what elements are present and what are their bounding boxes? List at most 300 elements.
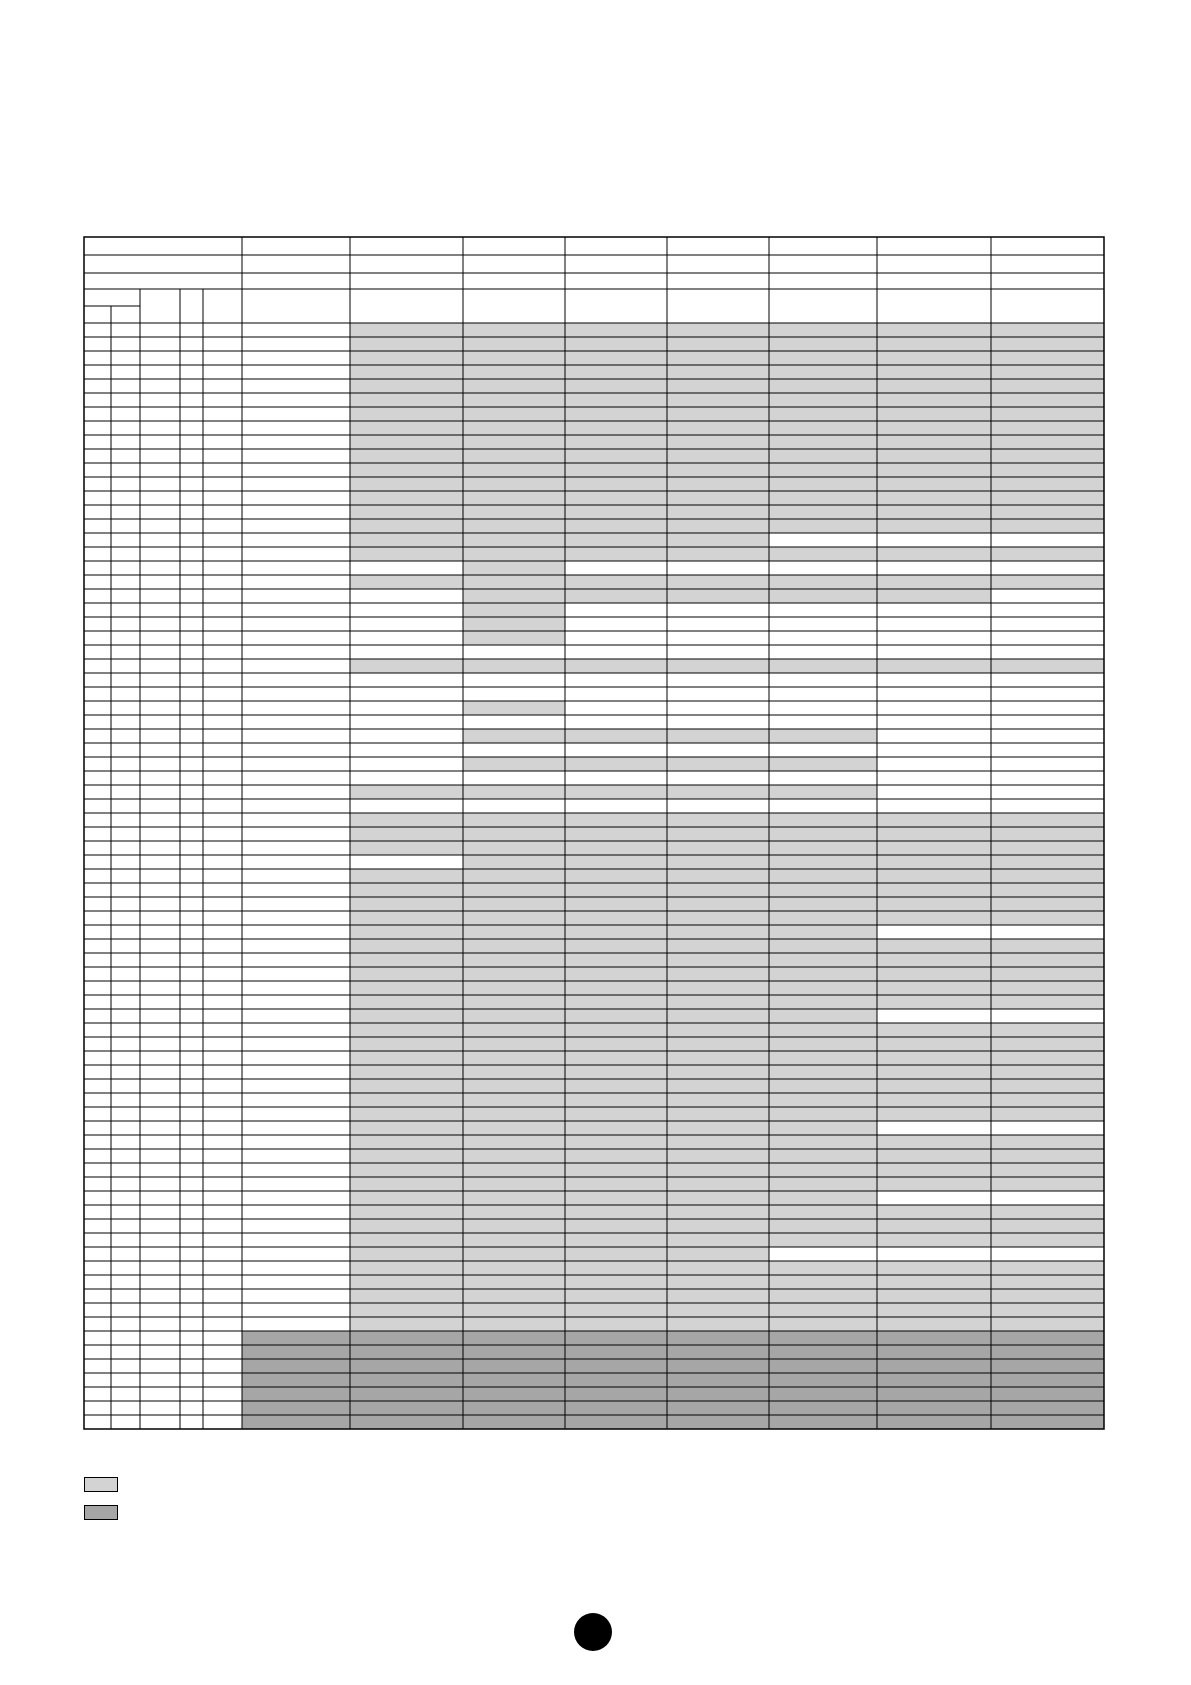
shaded-cell — [350, 379, 463, 393]
shaded-cell — [769, 1149, 877, 1163]
shaded-cell — [877, 463, 991, 477]
shaded-cell — [667, 533, 769, 547]
legend-swatch-light-gray — [84, 1477, 118, 1492]
shaded-cell — [877, 323, 991, 337]
shaded-cell — [565, 939, 667, 953]
shaded-cell — [667, 995, 769, 1009]
shaded-cell — [463, 995, 565, 1009]
shaded-cell — [991, 547, 1104, 561]
shaded-cell — [463, 1135, 565, 1149]
shaded-cell — [667, 589, 769, 603]
shaded-cell — [463, 701, 565, 715]
shaded-cell — [463, 561, 565, 575]
shaded-cell — [565, 351, 667, 365]
shaded-cell — [877, 1219, 991, 1233]
shaded-cell — [565, 1247, 667, 1261]
shaded-cell — [769, 1219, 877, 1233]
shaded-cell — [769, 1037, 877, 1051]
shaded-cell — [769, 1191, 877, 1205]
shaded-cell — [565, 911, 667, 925]
shaded-cell — [350, 995, 463, 1009]
shaded-cell — [667, 393, 769, 407]
shaded-cell — [769, 323, 877, 337]
shaded-cell — [463, 1247, 565, 1261]
shaded-cell — [877, 897, 991, 911]
shaded-cell — [667, 337, 769, 351]
shaded-cell — [350, 1205, 463, 1219]
shaded-cell — [667, 1205, 769, 1219]
shaded-cell — [769, 1079, 877, 1093]
shaded-cell — [565, 337, 667, 351]
shaded-cell — [877, 1205, 991, 1219]
shaded-cell — [565, 575, 667, 589]
shaded-cell — [769, 1233, 877, 1247]
shaded-cell — [667, 897, 769, 911]
shaded-cell — [565, 1121, 667, 1135]
shaded-cell — [667, 827, 769, 841]
shaded-cell — [565, 323, 667, 337]
shaded-cell — [565, 1023, 667, 1037]
shaded-cell — [667, 351, 769, 365]
shaded-cell — [463, 323, 565, 337]
shaded-cell — [991, 1275, 1104, 1289]
shaded-cell — [667, 1107, 769, 1121]
shaded-cell — [350, 1219, 463, 1233]
shaded-cell — [565, 981, 667, 995]
shaded-cell — [350, 1093, 463, 1107]
shaded-cell — [565, 827, 667, 841]
shaded-cell — [877, 477, 991, 491]
shaded-cell — [565, 1289, 667, 1303]
dark-shaded-row-band — [242, 1387, 1104, 1401]
shaded-cell — [877, 449, 991, 463]
shaded-cell — [667, 421, 769, 435]
shaded-cell — [350, 827, 463, 841]
shaded-cell — [463, 813, 565, 827]
shaded-cell — [991, 1093, 1104, 1107]
shaded-cell — [769, 1121, 877, 1135]
shaded-cell — [350, 365, 463, 379]
shaded-cell — [565, 729, 667, 743]
shaded-cell — [463, 505, 565, 519]
shaded-cell — [565, 1219, 667, 1233]
shaded-cell — [350, 1247, 463, 1261]
shaded-cell — [350, 911, 463, 925]
shaded-cell — [350, 449, 463, 463]
shaded-cell — [565, 519, 667, 533]
shaded-cell — [565, 1009, 667, 1023]
shaded-cell — [769, 351, 877, 365]
shaded-cell — [463, 589, 565, 603]
shaded-cell — [667, 1079, 769, 1093]
shaded-cell — [350, 883, 463, 897]
shaded-cell — [667, 757, 769, 771]
shaded-cell — [350, 1107, 463, 1121]
shaded-cell — [991, 1289, 1104, 1303]
shaded-cell — [463, 883, 565, 897]
shaded-cell — [769, 1023, 877, 1037]
shaded-cell — [565, 967, 667, 981]
shaded-cell — [463, 967, 565, 981]
shaded-cell — [565, 407, 667, 421]
shaded-cell — [667, 477, 769, 491]
shaded-cell — [350, 351, 463, 365]
shaded-cell — [769, 393, 877, 407]
shaded-cell — [991, 827, 1104, 841]
shaded-cell — [350, 1079, 463, 1093]
shaded-cell — [769, 729, 877, 743]
shaded-cell — [463, 449, 565, 463]
shaded-cell — [350, 939, 463, 953]
shaded-cell — [667, 1065, 769, 1079]
dark-shaded-row-band — [242, 1415, 1104, 1429]
shaded-cell — [463, 869, 565, 883]
shaded-cell — [565, 1149, 667, 1163]
shaded-cell — [991, 1037, 1104, 1051]
shaded-cell — [565, 1317, 667, 1331]
shaded-cell — [565, 1093, 667, 1107]
shaded-cell — [877, 1163, 991, 1177]
shaded-cell — [350, 393, 463, 407]
shaded-cell — [877, 1275, 991, 1289]
shaded-cell — [463, 757, 565, 771]
shaded-cell — [463, 1177, 565, 1191]
shaded-cell — [350, 533, 463, 547]
shaded-cell — [769, 421, 877, 435]
shaded-cell — [565, 925, 667, 939]
shaded-cell — [667, 1023, 769, 1037]
shaded-cell — [991, 505, 1104, 519]
shaded-cell — [463, 1009, 565, 1023]
shaded-cell — [667, 1037, 769, 1051]
shaded-cell — [877, 967, 991, 981]
shaded-cell — [350, 1177, 463, 1191]
shaded-cell — [350, 323, 463, 337]
shaded-cell — [877, 421, 991, 435]
shaded-cell — [877, 813, 991, 827]
shaded-cell — [991, 337, 1104, 351]
shaded-cell — [667, 855, 769, 869]
shaded-cell — [565, 841, 667, 855]
shaded-cell — [667, 1121, 769, 1135]
shaded-cell — [565, 659, 667, 673]
shaded-cell — [463, 351, 565, 365]
shaded-cell — [350, 1317, 463, 1331]
shaded-cell — [463, 785, 565, 799]
shaded-cell — [769, 1177, 877, 1191]
shaded-cell — [565, 1051, 667, 1065]
shaded-cell — [463, 379, 565, 393]
shaded-cell — [769, 1065, 877, 1079]
shaded-cell — [463, 477, 565, 491]
shaded-cell — [463, 617, 565, 631]
shaded-cell — [350, 1037, 463, 1051]
shaded-cell — [463, 855, 565, 869]
shaded-cell — [350, 435, 463, 449]
shaded-cell — [877, 1303, 991, 1317]
shaded-cell — [769, 813, 877, 827]
shaded-cell — [769, 869, 877, 883]
shaded-cell — [565, 365, 667, 379]
shaded-cell — [877, 351, 991, 365]
shaded-cell — [463, 547, 565, 561]
shaded-cell — [991, 449, 1104, 463]
shaded-cell — [565, 379, 667, 393]
shaded-cell — [991, 421, 1104, 435]
shaded-cell — [667, 449, 769, 463]
shaded-cell — [877, 589, 991, 603]
shaded-cell — [667, 981, 769, 995]
shaded-cell — [769, 1093, 877, 1107]
shaded-cell — [667, 1317, 769, 1331]
shaded-cell — [769, 883, 877, 897]
shaded-cell — [463, 491, 565, 505]
shaded-cell — [877, 547, 991, 561]
shaded-cell — [565, 1163, 667, 1177]
shaded-cell — [350, 1135, 463, 1149]
shaded-cell — [463, 1219, 565, 1233]
shaded-cell — [769, 407, 877, 421]
shaded-cell — [769, 1261, 877, 1275]
shaded-cell — [565, 477, 667, 491]
shaded-cell — [877, 869, 991, 883]
shaded-cell — [667, 659, 769, 673]
shaded-cell — [667, 1247, 769, 1261]
shaded-cell — [991, 967, 1104, 981]
shaded-cell — [565, 1037, 667, 1051]
shaded-cell — [991, 1107, 1104, 1121]
shaded-cell — [991, 883, 1104, 897]
shaded-cell — [769, 547, 877, 561]
shaded-cell — [991, 841, 1104, 855]
shaded-cell — [667, 729, 769, 743]
shaded-cell — [350, 1289, 463, 1303]
shaded-cell — [991, 911, 1104, 925]
shaded-cell — [350, 1023, 463, 1037]
shaded-cell — [463, 925, 565, 939]
shaded-cell — [565, 869, 667, 883]
shaded-cell — [667, 1191, 769, 1205]
shaded-cell — [769, 505, 877, 519]
shaded-cell — [350, 547, 463, 561]
shaded-cell — [565, 1177, 667, 1191]
shaded-cell — [769, 365, 877, 379]
shaded-cell — [991, 1135, 1104, 1149]
shaded-cell — [991, 1065, 1104, 1079]
shaded-cell — [991, 1317, 1104, 1331]
shaded-cell — [877, 505, 991, 519]
shaded-cell — [463, 1163, 565, 1177]
shaded-cell — [877, 1261, 991, 1275]
shaded-cell — [350, 813, 463, 827]
shaded-cell — [565, 1275, 667, 1289]
shaded-cell — [769, 841, 877, 855]
shaded-cell — [350, 953, 463, 967]
shaded-cell — [667, 911, 769, 925]
shaded-cell — [769, 491, 877, 505]
shaded-cell — [991, 351, 1104, 365]
shaded-cell — [463, 953, 565, 967]
shaded-cell — [565, 1107, 667, 1121]
shaded-cell — [769, 925, 877, 939]
shaded-cell — [991, 323, 1104, 337]
shaded-cell — [565, 1233, 667, 1247]
shaded-cell — [667, 1303, 769, 1317]
shaded-cell — [769, 855, 877, 869]
shaded-cell — [565, 1135, 667, 1149]
shaded-cell — [463, 1149, 565, 1163]
shaded-cell — [769, 575, 877, 589]
shaded-cell — [350, 1275, 463, 1289]
shaded-cell — [463, 1037, 565, 1051]
shaded-cell — [991, 379, 1104, 393]
shaded-cell — [667, 505, 769, 519]
shaded-cell — [463, 1079, 565, 1093]
shaded-cell — [565, 1261, 667, 1275]
shaded-cell — [565, 547, 667, 561]
shaded-cell — [769, 463, 877, 477]
shaded-cell — [667, 925, 769, 939]
shaded-cell — [667, 547, 769, 561]
shaded-cell — [463, 463, 565, 477]
shaded-cell — [463, 1191, 565, 1205]
shaded-cell — [565, 393, 667, 407]
shaded-cell — [463, 575, 565, 589]
shaded-cell — [463, 1275, 565, 1289]
shaded-cell — [769, 1051, 877, 1065]
shaded-cell — [991, 519, 1104, 533]
shaded-cell — [991, 575, 1104, 589]
shaded-cell — [769, 939, 877, 953]
shaded-cell — [769, 435, 877, 449]
shaded-cell — [350, 519, 463, 533]
shaded-cell — [565, 757, 667, 771]
shaded-cell — [463, 939, 565, 953]
shaded-cell — [463, 1023, 565, 1037]
shaded-cell — [667, 883, 769, 897]
shaded-cell — [667, 1135, 769, 1149]
shaded-cell — [565, 449, 667, 463]
shaded-cell — [350, 1121, 463, 1135]
shaded-cell — [565, 785, 667, 799]
shaded-cell — [565, 463, 667, 477]
shaded-cell — [463, 911, 565, 925]
shaded-cell — [991, 477, 1104, 491]
shaded-cell — [877, 841, 991, 855]
dark-shaded-row-band — [242, 1345, 1104, 1359]
shaded-cell — [463, 519, 565, 533]
shaded-cell — [463, 393, 565, 407]
shaded-cell — [565, 995, 667, 1009]
shaded-cell — [463, 897, 565, 911]
shaded-cell — [769, 659, 877, 673]
shaded-cell — [350, 925, 463, 939]
shaded-cell — [991, 1219, 1104, 1233]
shaded-cell — [991, 1303, 1104, 1317]
shaded-cell — [769, 1009, 877, 1023]
shaded-cell — [877, 365, 991, 379]
shaded-cell — [667, 939, 769, 953]
shaded-cell — [463, 421, 565, 435]
shaded-cell — [350, 841, 463, 855]
shaded-cell — [350, 1009, 463, 1023]
shaded-cell — [565, 1065, 667, 1079]
shaded-cell — [667, 379, 769, 393]
shaded-cell — [350, 1149, 463, 1163]
shaded-cell — [877, 911, 991, 925]
shaded-cell — [769, 981, 877, 995]
shaded-cell — [463, 337, 565, 351]
shaded-cell — [350, 407, 463, 421]
shaded-cell — [667, 1289, 769, 1303]
shaded-cell — [769, 785, 877, 799]
shaded-cell — [463, 365, 565, 379]
shaded-cell — [877, 1135, 991, 1149]
shaded-cell — [667, 407, 769, 421]
shaded-cell — [463, 729, 565, 743]
shaded-cell — [991, 1261, 1104, 1275]
shaded-cell — [350, 659, 463, 673]
shaded-cell — [667, 1233, 769, 1247]
shaded-cell — [877, 827, 991, 841]
shaded-cell — [877, 939, 991, 953]
shaded-cell — [463, 981, 565, 995]
shaded-cell — [667, 519, 769, 533]
shaded-cell — [991, 1233, 1104, 1247]
shaded-cell — [463, 407, 565, 421]
shaded-cell — [769, 589, 877, 603]
shaded-cell — [463, 1289, 565, 1303]
dark-shaded-row-band — [242, 1401, 1104, 1415]
shaded-cell — [463, 1303, 565, 1317]
shaded-cell — [463, 1317, 565, 1331]
shaded-cell — [350, 1261, 463, 1275]
shaded-cell — [463, 1261, 565, 1275]
shaded-cell — [350, 1163, 463, 1177]
shaded-cell — [667, 785, 769, 799]
shaded-cell — [463, 659, 565, 673]
shaded-cell — [463, 1121, 565, 1135]
shaded-cell — [991, 393, 1104, 407]
shaded-cell — [463, 603, 565, 617]
shaded-cell — [350, 1191, 463, 1205]
shaded-cell — [877, 995, 991, 1009]
shaded-cell — [991, 463, 1104, 477]
shaded-cell — [991, 435, 1104, 449]
shaded-cell — [667, 1149, 769, 1163]
shaded-cell — [991, 1079, 1104, 1093]
shaded-cell — [350, 785, 463, 799]
shaded-cell — [877, 1023, 991, 1037]
shaded-cell — [565, 491, 667, 505]
shaded-cell — [565, 813, 667, 827]
shaded-cell — [991, 1163, 1104, 1177]
shaded-cell — [463, 533, 565, 547]
shaded-cell — [877, 1037, 991, 1051]
shaded-cell — [877, 1079, 991, 1093]
shaded-cell — [565, 883, 667, 897]
shaded-cell — [565, 1303, 667, 1317]
shaded-cell — [877, 1233, 991, 1247]
shaded-cell — [991, 1205, 1104, 1219]
shaded-cell — [877, 337, 991, 351]
shaded-cell — [769, 519, 877, 533]
shaded-cell — [991, 953, 1104, 967]
shaded-cell — [667, 1177, 769, 1191]
shaded-cell — [991, 365, 1104, 379]
shaded-cell — [991, 1149, 1104, 1163]
shaded-cell — [769, 1275, 877, 1289]
